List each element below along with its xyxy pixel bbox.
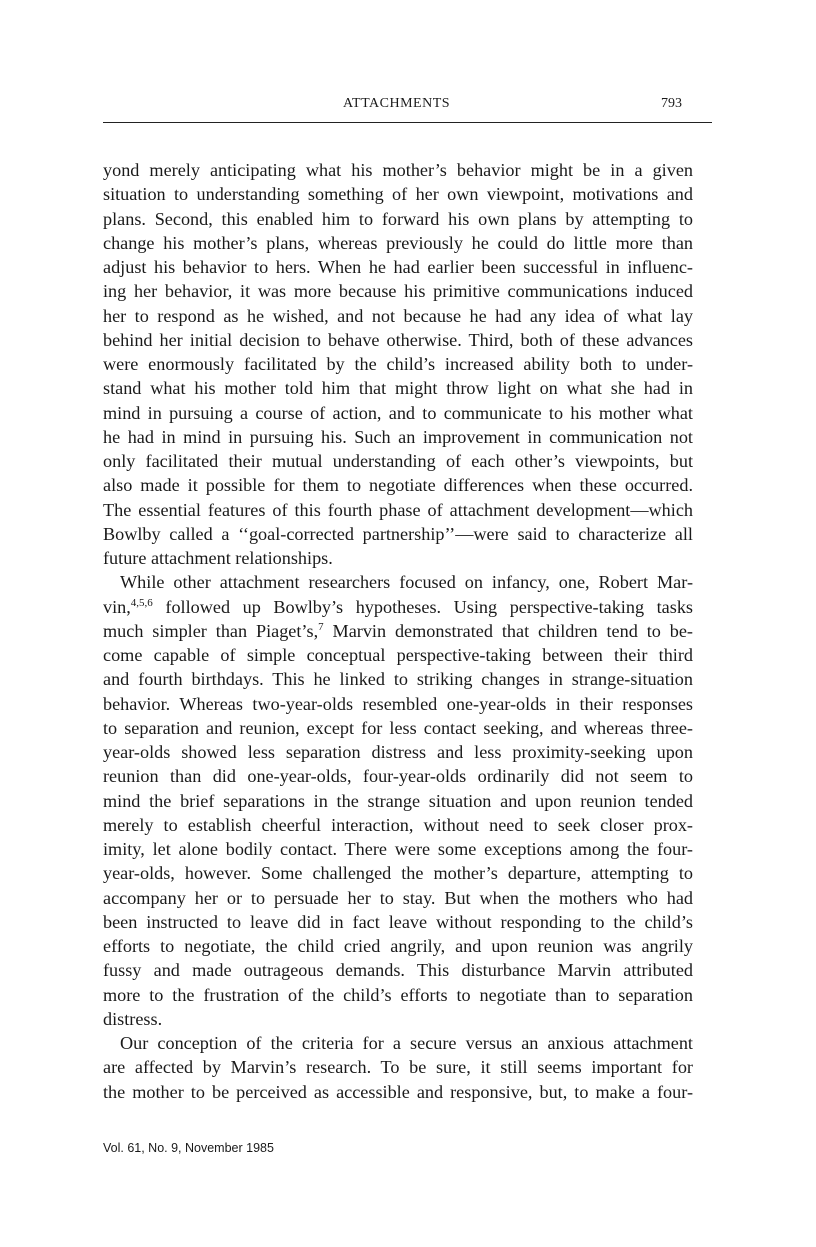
text-line: were enormously facilitated by the child’s increased ability both to under- bbox=[103, 354, 693, 374]
text-line: imity, let alone bodily contact. There were some exceptions among the four- bbox=[103, 839, 693, 859]
text-line: While other attachment researchers focused on infancy, one, Robert Mar- bbox=[120, 572, 693, 593]
text-line bbox=[103, 619, 693, 643]
paragraph bbox=[103, 570, 693, 1031]
text-line: and fourth birthdays. This he linked to striking changes in strange-situation bbox=[103, 669, 693, 690]
text-line: her to respond as he wished, and not because he had any idea of what lay bbox=[103, 305, 693, 326]
text-line: year-olds showed less separation distress and less proximity-seeking upon bbox=[103, 742, 693, 762]
reference-superscript: 7 bbox=[318, 620, 324, 633]
text-line: behind her initial decision to behave otherwise. Third, both of these advances bbox=[103, 329, 693, 350]
text-line: mind the brief separations in the strange situation and upon reunion tended bbox=[103, 790, 693, 811]
text-line: to separation and reunion, except for less contact seeking, and whereas three- bbox=[103, 717, 693, 738]
reference-superscript: 4,5,6 bbox=[130, 596, 153, 609]
body-text bbox=[103, 158, 693, 1104]
text-run: followed up Bowlby’s hypotheses. Using perspective-taking tasks bbox=[152, 596, 693, 617]
text-line: yond merely anticipating what his mother’s behavior might be in a given bbox=[103, 160, 693, 180]
text-line: behavior. Whereas two-year-olds resembled one-year-olds in their responses bbox=[103, 693, 693, 714]
text-run: vin, bbox=[103, 596, 131, 617]
text-line: adjust his behavior to hers. When he had earlier been successful in influenc- bbox=[103, 257, 693, 277]
page-number: 793 bbox=[661, 96, 682, 111]
text-line bbox=[103, 595, 693, 619]
text-line: only facilitated their mutual understanding of each other’s viewpoints, but bbox=[103, 451, 693, 471]
journal-citation: Vol. 61, No. 9, November 1985 bbox=[103, 1141, 274, 1155]
text-line: Bowlby called a ‘‘goal-corrected partnership’’—were said to characterize all bbox=[103, 523, 693, 544]
text-line: Our conception of the criteria for a secure versus an anxious attachment bbox=[120, 1033, 693, 1053]
text-line: future attachment relationships. bbox=[103, 548, 333, 568]
text-line: distress. bbox=[103, 1008, 163, 1029]
paragraph bbox=[103, 1031, 693, 1104]
text-line: efforts to negotiate, the child cried angrily, and upon reunion was angrily bbox=[103, 936, 693, 956]
text-line: more to the frustration of the child’s efforts to negotiate than to separation bbox=[103, 984, 693, 1005]
text-line: mind in pursuing a course of action, and to communicate to his mother what bbox=[103, 402, 693, 423]
text-line: come capable of simple conceptual perspective-taking between their third bbox=[103, 645, 693, 665]
text-line: stand what his mother told him that might throw light on what she had in bbox=[103, 378, 693, 399]
text-line: merely to establish cheerful interaction, without need to seek closer prox- bbox=[103, 814, 693, 835]
text-run: Marvin demonstrated that children tend to be- bbox=[323, 620, 693, 641]
text-line: ing her behavior, it was more because his primitive communications induced bbox=[103, 281, 693, 302]
text-line: situation to understanding something of her own viewpoint, motivations and bbox=[103, 184, 693, 205]
paragraph bbox=[103, 158, 693, 570]
text-line: plans. Second, this enabled him to forward his own plans by attempting to bbox=[103, 208, 693, 229]
text-line: reunion than did one-year-olds, four-year-olds ordinarily did not seem to bbox=[103, 766, 693, 787]
running-title: ATTACHMENTS bbox=[343, 96, 451, 111]
text-line: The essential features of this fourth phase of attachment development—which bbox=[103, 499, 693, 520]
running-header bbox=[103, 96, 712, 123]
text-line: fussy and made outrageous demands. This disturbance Marvin attributed bbox=[103, 960, 693, 981]
text-line: are affected by Marvin’s research. To be sure, it still seems important for bbox=[103, 1057, 693, 1078]
text-line: also made it possible for them to negotiate differences when these occurred. bbox=[103, 475, 693, 496]
text-line: he had in mind in pursuing his. Such an improvement in communication not bbox=[103, 426, 693, 447]
text-line: year-olds, however. Some challenged the mother’s departure, attempting to bbox=[103, 863, 693, 884]
text-line: accompany her or to persuade her to stay. But when the mothers who had bbox=[103, 887, 693, 908]
text-line: the mother to be perceived as accessible and responsive, but, to make a four- bbox=[103, 1081, 693, 1102]
text-line: been instructed to leave did in fact leave without responding to the child’s bbox=[103, 911, 693, 932]
text-line: change his mother’s plans, whereas previously he could do little more than bbox=[103, 232, 693, 253]
text-run: much simpler than Piaget’s, bbox=[103, 620, 319, 641]
